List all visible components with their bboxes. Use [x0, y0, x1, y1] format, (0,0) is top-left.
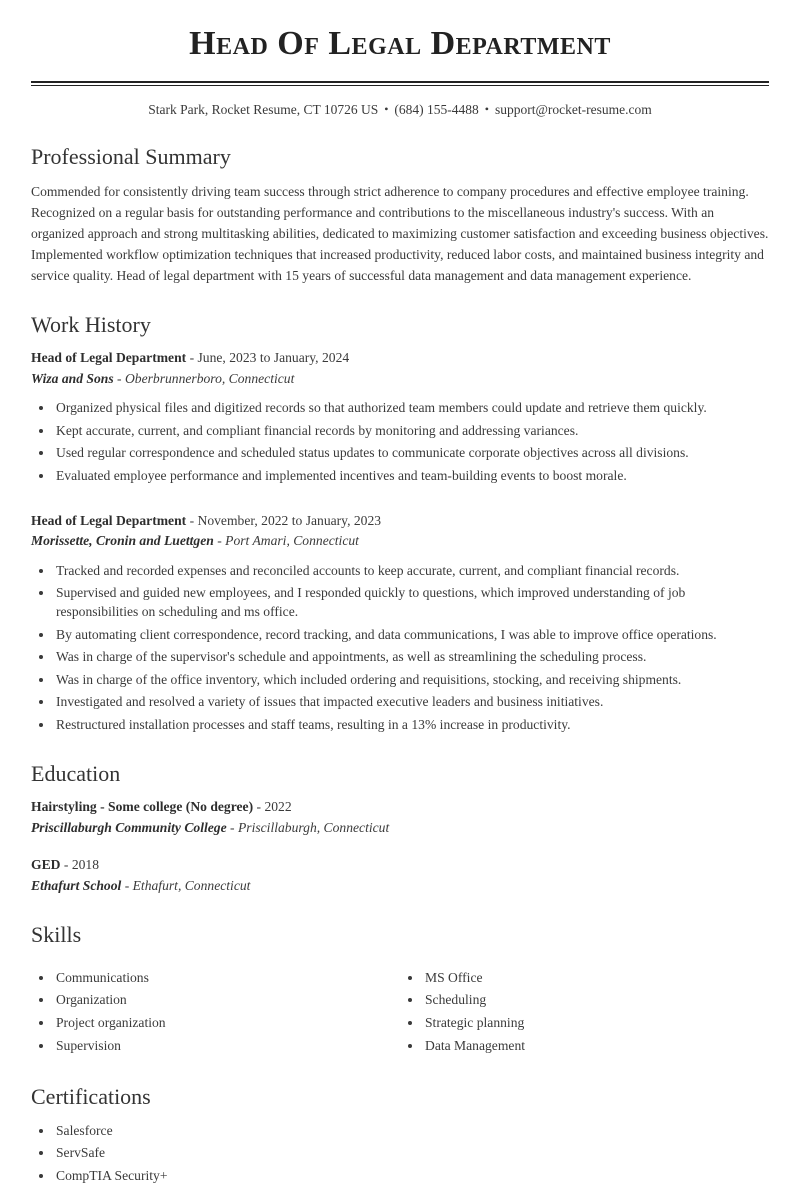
section-professional-summary: [31, 143, 769, 286]
job-bullet-list: [31, 561, 769, 734]
education-school-line: [31, 876, 769, 896]
dash: -: [189, 350, 195, 366]
skill-item: • Communications: [54, 968, 400, 987]
contact-email: support@rocket-resume.com: [495, 102, 652, 118]
education-degree-line: [31, 797, 769, 817]
education-year: 2018: [71, 857, 99, 873]
education-entry: [31, 797, 769, 838]
bullet-item: • By automating client correspondence, record tracking, and data communications, I was able to improve office operations.: [54, 625, 769, 644]
dash: -: [256, 799, 262, 815]
dash: -: [230, 819, 235, 835]
page-title: Head Of Legal Department: [189, 25, 611, 62]
job-company: Wiza and Sons: [31, 370, 114, 386]
certification-item: • Salesforce: [54, 1121, 769, 1140]
skills-heading: Skills: [31, 921, 82, 947]
education-year: 2022: [264, 799, 292, 815]
job-bullet-list: [31, 398, 769, 485]
bullet-item: • Restructured installation processes and staff teams, resulting in a 13% increase in productivity.: [54, 715, 769, 734]
skills-column-left: [31, 964, 400, 1058]
job-dates: June, 2023 to January, 2024: [197, 350, 350, 366]
dash: -: [124, 877, 130, 893]
bullet-item: • Evaluated employee performance and implemented incentives and team-building events to boost morale.: [54, 466, 769, 485]
education-location: Priscillaburgh, Connecticut: [237, 819, 390, 835]
bullet-item: • Tracked and recorded expenses and reconciled accounts to keep accurate, current, and compliant financial records.: [54, 561, 769, 580]
contact-phone: (684) 155-4488: [394, 102, 479, 118]
skill-item: • Scheduling: [423, 990, 769, 1009]
certifications-list: [31, 1121, 769, 1185]
dash: -: [189, 512, 195, 528]
section-work-history: [31, 311, 769, 734]
job-location: Port Amari, Connecticut: [225, 533, 359, 549]
bullet-item: • Organized physical files and digitized records so that authorized team members could update and retrieve them quickly.: [54, 398, 769, 417]
education-school-line: [31, 818, 769, 838]
header-divider: [31, 81, 769, 86]
job-title: Head of Legal Department: [31, 512, 187, 528]
job-location: Oberbrunnerboro, Connecticut: [124, 370, 295, 386]
bullet-item: • Supervised and guided new employees, and I responded quickly to questions, which improved understanding of job responsibilities on scheduling and ms office.: [54, 583, 769, 621]
education-degree: GED: [31, 857, 61, 873]
professional-summary-text: Commended for consistently driving team success through strict adherence to company procedures and effective employee training. Recognized on a regular basis for outstanding performance and contributions to the miscellaneous industry's success. With an organized approach and strong multitasking abilities, dedicated to maximizing customer satisfaction and exceeding business objectives. Implemented workflow optimization techniques that increased productivity, reduced labor costs, and maintained business integrity and service quality. Head of legal department with 15 years of successful data management and data management experience.: [31, 183, 769, 283]
education-school: Ethafurt School: [31, 877, 122, 893]
education-heading: Education: [31, 760, 121, 786]
job-company: Morissette, Cronin and Luettgen: [31, 533, 214, 549]
section-certifications: [31, 1083, 769, 1185]
education-entry: [31, 855, 769, 896]
job-entry: [31, 348, 769, 484]
job-company-line: [31, 369, 769, 389]
section-education: [31, 760, 769, 896]
skills-columns: [31, 958, 769, 1058]
education-school: Priscillaburgh Community College: [31, 819, 227, 835]
contact-separator-dot: •: [384, 102, 389, 117]
certification-item: • CompTIA Security+: [54, 1166, 769, 1185]
skill-item: • Project organization: [54, 1013, 400, 1032]
contact-address: Stark Park, Rocket Resume, CT 10726 US: [148, 102, 379, 118]
contact-line: [31, 102, 769, 118]
job-dates: November, 2022 to January, 2023: [197, 512, 382, 528]
skill-item: • Organization: [54, 990, 400, 1009]
certifications-heading: Certifications: [31, 1084, 151, 1110]
education-location: Ethafurt, Connecticut: [132, 877, 251, 893]
certification-item: • ServSafe: [54, 1143, 769, 1162]
skill-item: • Strategic planning: [423, 1013, 769, 1032]
bullet-item: • Used regular correspondence and scheduled status updates to communicate corporate objectives across all divisions.: [54, 443, 769, 462]
bullet-item: • Was in charge of the supervisor's schedule and appointments, as well as streamlining the scheduling process.: [54, 647, 769, 666]
job-company-line: [31, 531, 769, 551]
job-title: Head of Legal Department: [31, 350, 187, 366]
job-entry: [31, 511, 769, 734]
professional-summary-heading: Professional Summary: [31, 144, 231, 170]
dash: -: [63, 857, 69, 873]
resume-header: [31, 24, 769, 118]
education-degree-line: [31, 855, 769, 875]
dash: -: [217, 533, 222, 549]
skill-item: • Data Management: [423, 1036, 769, 1055]
dash: -: [117, 370, 122, 386]
job-title-line: [31, 511, 769, 531]
job-title-line: [31, 348, 769, 368]
contact-separator-dot: •: [484, 102, 489, 117]
section-skills: [31, 921, 769, 1058]
skill-item: • Supervision: [54, 1036, 400, 1055]
bullet-item: • Investigated and resolved a variety of issues that impacted executive leaders and business initiatives.: [54, 692, 769, 711]
skill-item: • MS Office: [423, 968, 769, 987]
education-degree: Hairstyling - Some college (No degree): [31, 799, 254, 815]
skills-column-right: [400, 964, 769, 1058]
bullet-item: • Kept accurate, current, and compliant financial records by monitoring and addressing variances.: [54, 421, 769, 440]
work-history-heading: Work History: [31, 311, 151, 337]
bullet-item: • Was in charge of the office inventory, which included ordering and requisitions, stocking, and receiving shipments.: [54, 670, 769, 689]
